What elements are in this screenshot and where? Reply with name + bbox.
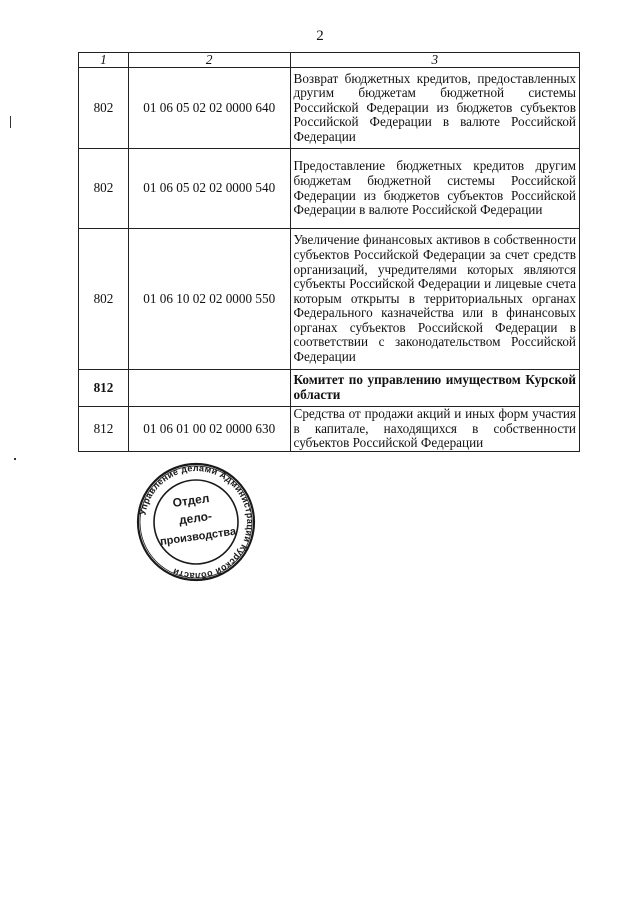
admin-code-cell: 802 <box>79 229 129 370</box>
admin-code-cell: 802 <box>79 68 129 149</box>
admin-code-cell: 812 <box>79 407 129 452</box>
admin-code-cell: 812 <box>79 370 129 407</box>
column-header-3: 3 <box>290 53 579 68</box>
table-header-row <box>79 53 580 68</box>
budget-code-cell: 01 06 10 02 02 0000 550 <box>128 229 290 370</box>
admin-code-cell: 802 <box>79 149 129 229</box>
stamp-center-line: Отдел <box>171 490 211 510</box>
office-stamp <box>128 462 264 582</box>
table-row <box>79 229 580 370</box>
description-cell: Увеличение финансовых активов в собственности субъектов Российской Федерации за счет средств организаций, учредителями которых являются субъекты Российской Федерации и лицевые счета которым открыты в территориальных органах Федерального казначейства или в финансовых органах субъектов Российской Федерации в соответствии с законодательством Российской Федерации <box>290 229 579 370</box>
column-header-1: 1 <box>79 53 129 68</box>
stamp-ring-text: Управление делами Администрации Курской области <box>137 462 256 582</box>
budget-code-cell: 01 06 05 02 02 0000 640 <box>128 68 290 149</box>
description-cell: Возврат бюджетных кредитов, предоставленных другим бюджетам бюджетной системы Российской Федерации из бюджетов субъектов Российской Федерации в валюте Российской Федерации <box>290 68 579 149</box>
table-row <box>79 68 580 149</box>
stamp-center-line: производства <box>159 525 237 549</box>
table-row <box>79 149 580 229</box>
description-cell: Предоставление бюджетных кредитов другим бюджетам бюджетной системы Российской Федерации из бюджетов субъектов Российской Федерации в валюте Российской Федерации <box>290 149 579 229</box>
budget-code-cell: 01 06 01 00 02 0000 630 <box>128 407 290 452</box>
page-number: 2 <box>316 28 324 44</box>
scan-mark <box>10 116 11 128</box>
administrator-name-cell: Комитет по управлению имуществом Курской области <box>290 370 579 407</box>
budget-code-cell <box>128 370 290 407</box>
description-cell: Средства от продажи акций и иных форм участия в капитале, находящихся в собственности субъектов Российской Федерации <box>290 407 579 452</box>
table-section-row <box>79 370 580 407</box>
budget-code-cell: 01 06 05 02 02 0000 540 <box>128 149 290 229</box>
scan-mark <box>14 458 16 460</box>
stamp-center-line: дело- <box>178 508 213 528</box>
column-header-2: 2 <box>128 53 290 68</box>
table-row <box>79 407 580 452</box>
budget-sources-table <box>78 52 580 452</box>
